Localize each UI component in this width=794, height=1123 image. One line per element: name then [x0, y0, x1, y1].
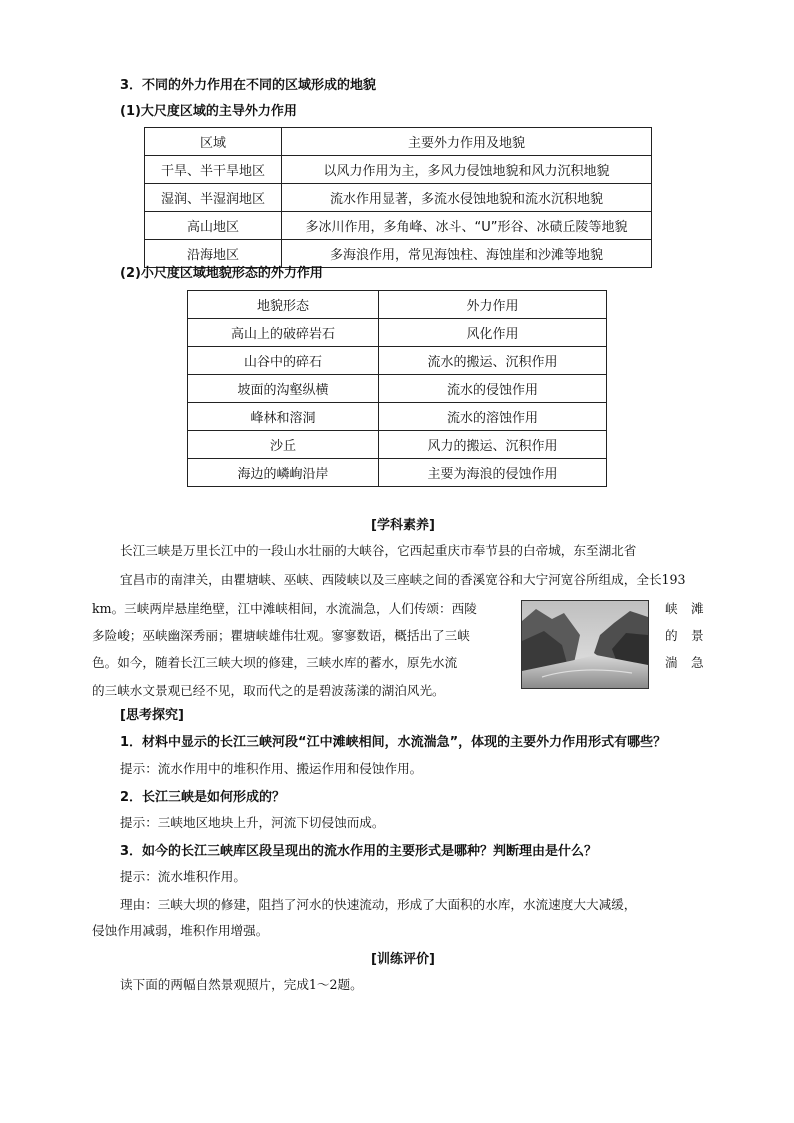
large-scale-table	[144, 127, 652, 268]
table-cell: 以风力作用为主，多风力侵蚀地貌和风力沉积地貌	[282, 156, 652, 184]
table-cell: 风化作用	[379, 319, 607, 347]
question-2: 2．长江三峡是如何形成的？	[120, 790, 286, 805]
table-cell: 峰林和溶洞	[188, 403, 379, 431]
table-cell: 流水作用显著，多流水侵蚀地貌和流水沉积地貌	[282, 184, 652, 212]
landscape-image	[522, 601, 648, 688]
table-row	[188, 403, 607, 431]
literacy-line: 多险峻；巫峡幽深秀丽；瞿塘峡雄伟壮观。寥寥数语，概括出了三峡	[92, 628, 470, 643]
literacy-fragment: 湍	[665, 655, 678, 670]
table-cell: 沿海地区	[145, 240, 282, 268]
three-gorges-photo	[521, 600, 649, 689]
table-cell: 干旱、半干旱地区	[145, 156, 282, 184]
table-cell: 海边的嶙峋沿岸	[188, 459, 379, 487]
section-3-title: 3．不同的外力作用在不同的区域形成的地貌	[120, 78, 377, 93]
reason-line: 理由：三峡大坝的修建，阻挡了河水的快速流动，形成了大面积的水库，水流速度大大减缓，	[120, 897, 637, 912]
table-cell: 坡面的沟壑纵横	[188, 375, 379, 403]
literacy-fragment: 的	[665, 628, 678, 643]
table-header-cell: 地貌形态	[188, 291, 379, 319]
table-header-row	[145, 128, 652, 156]
table-cell: 沙丘	[188, 431, 379, 459]
table-row	[188, 375, 607, 403]
question-3: 3．如今的长江三峡库区段呈现出的流水作用的主要形式是哪种？判断理由是什么？	[120, 844, 598, 859]
table-header-cell: 主要外力作用及地貌	[282, 128, 652, 156]
table-header-row	[188, 291, 607, 319]
training-intro: 读下面的两幅自然景观照片，完成1～2题。	[120, 977, 363, 992]
table-cell: 高山地区	[145, 212, 282, 240]
table-cell: 流水的侵蚀作用	[379, 375, 607, 403]
small-scale-table	[187, 290, 607, 487]
table-cell: 多海浪作用，常见海蚀柱、海蚀崖和沙滩等地貌	[282, 240, 652, 268]
small-scale-title: (2)小尺度区域地貌形态的外力作用	[120, 266, 323, 281]
literacy-line: 的三峡水文景观已经不见，取而代之的是碧波荡漾的湖泊风光。	[92, 683, 445, 698]
hint-2: 提示：三峡地区地块上升，河流下切侵蚀而成。	[120, 815, 385, 830]
table-cell: 山谷中的碎石	[188, 347, 379, 375]
table-row	[145, 212, 652, 240]
hint-3: 提示：流水堆积作用。	[120, 869, 246, 884]
training-label: [训练评价]	[371, 952, 435, 967]
literacy-fragment: 峡	[665, 601, 678, 616]
hint-1: 提示：流水作用中的堆积作用、搬运作用和侵蚀作用。	[120, 761, 423, 776]
table-header-cell: 外力作用	[379, 291, 607, 319]
literacy-fragment: 滩	[691, 601, 704, 616]
table-row	[145, 184, 652, 212]
table-cell: 主要为海浪的侵蚀作用	[379, 459, 607, 487]
table-cell: 多冰川作用，多角峰、冰斗、“U”形谷、冰碛丘陵等地貌	[282, 212, 652, 240]
table-row	[145, 156, 652, 184]
table-cell: 高山上的破碎岩石	[188, 319, 379, 347]
table-cell: 流水的搬运、沉积作用	[379, 347, 607, 375]
table-row	[188, 431, 607, 459]
literacy-line: 宜昌市的南津关，由瞿塘峡、巫峡、西陵峡以及三座峡之间的香溪宽谷和大宁河宽谷所组成，全长193	[120, 572, 686, 587]
literacy-fragment: 急	[691, 655, 704, 670]
question-1: 1．材料中显示的长江三峡河段“江中滩峡相间，水流湍急”，体现的主要外力作用形式有哪些？	[120, 735, 667, 750]
literacy-line: km。三峡两岸悬崖绝壁，江中滩峡相间，水流湍急，人们传颂：西陵	[92, 601, 477, 616]
table-row	[188, 319, 607, 347]
literacy-label: [学科素养]	[371, 518, 435, 533]
table-header-cell: 区域	[145, 128, 282, 156]
reason-line: 侵蚀作用减弱，堆积作用增强。	[92, 923, 269, 938]
literacy-line: 长江三峡是万里长江中的一段山水壮丽的大峡谷，它西起重庆市奉节县的白帝城，东至湖北省	[120, 543, 637, 558]
large-scale-title: (1)大尺度区域的主导外力作用	[120, 104, 297, 119]
table-cell: 风力的搬运、沉积作用	[379, 431, 607, 459]
literacy-line: 色。如今，随着长江三峡大坝的修建，三峡水库的蓄水，原先水流	[92, 655, 458, 670]
table-row	[145, 240, 652, 268]
table-row	[188, 347, 607, 375]
table-cell: 湿润、半湿润地区	[145, 184, 282, 212]
table-row	[188, 459, 607, 487]
thinking-label: [思考探究]	[120, 708, 184, 723]
literacy-fragment: 景	[691, 628, 704, 643]
table-cell: 流水的溶蚀作用	[379, 403, 607, 431]
